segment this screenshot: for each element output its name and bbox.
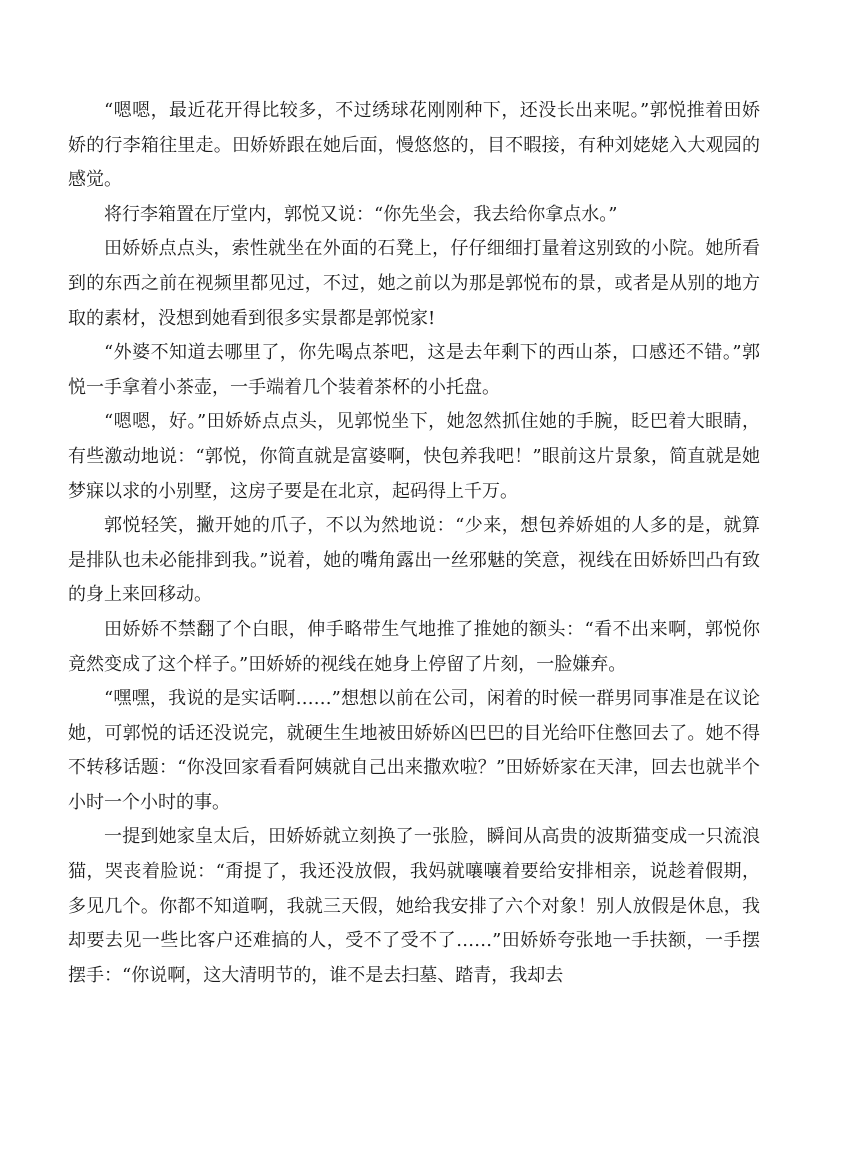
paragraph: “外婆不知道去哪里了，你先喝点茶吧，这是去年剩下的西山茶，口感还不错。”郭悦一手拿着小茶壶，一手端着几个装着茶杯的小托盘。: [68, 342, 760, 398]
paragraph: 田娇娇点点头，索性就坐在外面的石凳上，仔仔细细打量着这别致的小院。她所看到的东西之前在视频里都见过，不过，她之前以为那是郭悦布的景，或者是从别的地方取的素材，没想到她看到很多实景都是郭悦家!: [68, 238, 760, 329]
paragraph: 将行李箱置在厅堂内，郭悦又说：“你先坐会，我去给你拿点水。”: [104, 203, 618, 225]
document-page: [68, 94, 760, 993]
paragraph: 田娇娇不禁翻了个白眼，伸手略带生气地推了推她的额头：“看不出来啊，郭悦你竟然变成了这个样子。”田娇娇的视线在她身上停留了片刻，一脸嫌弃。: [68, 618, 760, 675]
paragraph: 郭悦轻笑，撇开她的爪子，不以为然地说：“少来，想包养娇姐的人多的是，就算是排队也未必能排到我。”说着，她的嘴角露出一丝邪魅的笑意，视线在田娇娇凹凸有致的身上来回移动。: [68, 515, 760, 606]
paragraph: 一提到她家皇太后，田娇娇就立刻换了一张脸，瞬间从高贵的波斯猫变成一只流浪猫，哭丧着脸说：“甭提了，我还没放假，我妈就嚷嚷着要给安排相亲，说趁着假期，多见几个。你都不知道啊，我就三天假，她给我安排了六个对象！别人放假是休息，我却要去见一些比客户还难搞的人，受不了受不了……”田娇娇夸张地一手扶额，一手摆摆手：“你说啊，这大清明节的，谁不是去扫墓、踏青，我却去: [68, 826, 760, 986]
paragraph: “嗯嗯，好。”田娇娇点点头，见郭悦坐下，她忽然抓住她的手腕，眨巴着大眼睛，有些激动地说：“郭悦，你简直就是富婆啊，快包养我吧！”眼前这片景象，简直就是她梦寐以求的小别墅，这房子要是在北京，起码得上千万。: [68, 411, 760, 502]
paragraph: “嗯嗯，最近花开得比较多，不过绣球花刚刚种下，还没长出来呢。”郭悦推着田娇娇的行李箱往里走。田娇娇跟在她后面，慢悠悠的，目不暇接，有种刘姥姥入大观园的感觉。: [68, 100, 760, 191]
paragraph: “嘿嘿，我说的是实话啊……”想想以前在公司，闲着的时候一群男同事准是在议论她，可郭悦的话还没说完，就硬生生地被田娇娇凶巴巴的目光给吓住憋回去了。她不得不转移话题：“你没回家看看阿姨就自己出来撒欢啦？”田娇娇家在天津，回去也就半个小时一个小时的事。: [68, 688, 760, 813]
